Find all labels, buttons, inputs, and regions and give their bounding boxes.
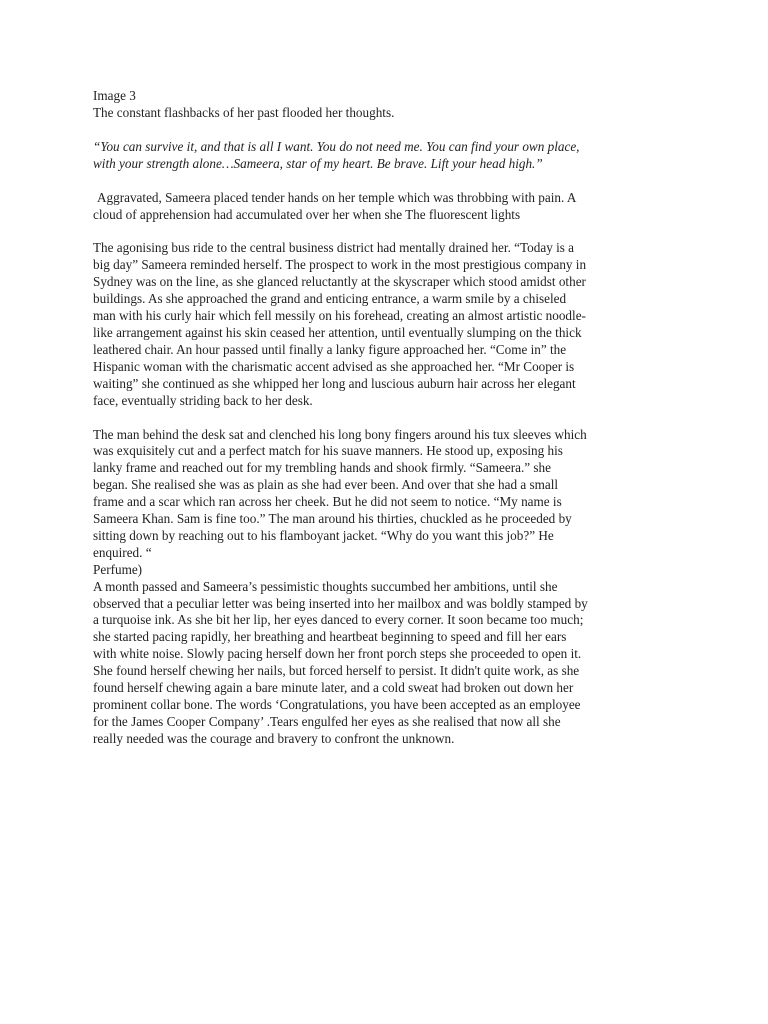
paragraph-line: big day” Sameera reminded herself. The prospect to work in the most prestigious company in: [93, 257, 587, 273]
paragraph-line: frame and a scar which ran across her cheek. But he did not seem to notice. “My name is: [93, 494, 562, 510]
document-header: [93, 88, 685, 105]
paragraph-bus-ride: [93, 240, 685, 409]
paragraph-line: The man behind the desk sat and clenched his long bony fingers around his tux sleeves which: [93, 426, 587, 442]
document-page: [93, 88, 685, 748]
paragraph-line: Aggravated, Sameera placed tender hands on her temple which was throbbing with pain. A: [97, 189, 577, 205]
paragraph-line: really needed was the courage and bravery to confront the unknown.: [93, 730, 455, 746]
paragraph-line: man with his curly hair which fell messily on his forehead, creating an almost artistic noodle-: [93, 308, 586, 324]
perfume-note: [93, 562, 685, 579]
paragraph-line: a turquoise ink. As she bit her lip, her eyes danced to every corner. It soon became too much;: [93, 612, 584, 628]
paragraph-line: was exquisitely cut and a perfect match for his suave manners. He stood up, exposing his: [93, 443, 563, 459]
paragraph-line: Hispanic woman with the charismatic accent advised as she approached her. “Mr Cooper is: [93, 358, 575, 374]
paragraph-line: like arrangement against his skin ceased her attention, until eventually slumping on the thick: [93, 324, 582, 340]
paragraph-line: prominent collar bone. The words ‘Congratulations, you have been accepted as an employee: [93, 697, 581, 712]
paragraph-interview: [93, 427, 685, 562]
paragraph-line: began. She realised she was as plain as she had ever been. And over that she had a small: [93, 477, 559, 493]
paragraph-line: The agonising bus ride to the central business district had mentally drained her. “Today is a: [93, 240, 575, 256]
paragraph-line: she started pacing rapidly, her breathing and heartbeat beginning to speed and fill her ears: [93, 629, 567, 645]
header-line: Image 3: [93, 88, 136, 103]
paragraph-line: Sydney was on the line, as she glanced reluctantly at the skyscraper which stood amidst other: [93, 274, 586, 290]
paragraph-line: lanky frame and reached out for my trembling hands and shook firmly. “Sameera.” she: [93, 460, 551, 476]
intro-paragraph: [93, 105, 685, 122]
paragraph-line: waiting” she continued as she whipped her long and luscious auburn hair across her elegant: [93, 375, 576, 391]
paragraph-line: Sameera Khan. Sam is fine too.” The man around his thirties, chuckled as he proceeded by: [93, 511, 572, 527]
paragraph-line: found herself chewing again a bare minute later, and a cold sweat had broken out down her: [93, 680, 574, 696]
paragraph-aggravated: [93, 190, 685, 224]
paragraph-line: enquired. “: [93, 544, 152, 560]
paragraph-line: face, eventually striding back to her desk.: [93, 392, 313, 408]
paragraph-line: observed that a peculiar letter was being inserted into her mailbox and was boldly stamped by: [93, 595, 588, 611]
paragraph-line: A month passed and Sameera’s pessimistic thoughts succumbed her ambitions, until she: [93, 578, 558, 594]
paragraph-line: for the James Cooper Company’ .Tears engulfed her eyes as she realised that now all she: [93, 713, 561, 729]
paragraph-line: buildings. As she approached the grand and enticing entrance, a warm smile by a chiseled: [93, 291, 567, 307]
paragraph-line: with white noise. Slowly pacing herself down her front porch steps she proceeded to open it.: [93, 646, 582, 662]
quote-paragraph: [93, 139, 685, 173]
paragraph-line: leathered chair. An hour passed until finally a lanky figure approached her. “Come in” the: [93, 341, 567, 357]
paragraph-line: sitting down by reaching out to his flamboyant jacket. “Why do you want this job?” He: [93, 527, 554, 543]
quote-line: “You can survive it, and that is all I want. You do not need me. You can find your own place,: [93, 138, 580, 154]
paragraph-line: cloud of apprehension had accumulated over her when she The fluorescent lights: [93, 206, 521, 222]
perfume-line: Perfume): [93, 561, 143, 577]
paragraph-line: She found herself chewing her nails, but forced herself to persist. It didn't quite work, as she: [93, 663, 580, 679]
paragraph-letter: [93, 579, 685, 748]
quote-line: with your strength alone…Sameera, star of my heart. Be brave. Lift your head high.”: [93, 155, 543, 171]
intro-line: The constant flashbacks of her past flooded her thoughts.: [93, 104, 395, 120]
